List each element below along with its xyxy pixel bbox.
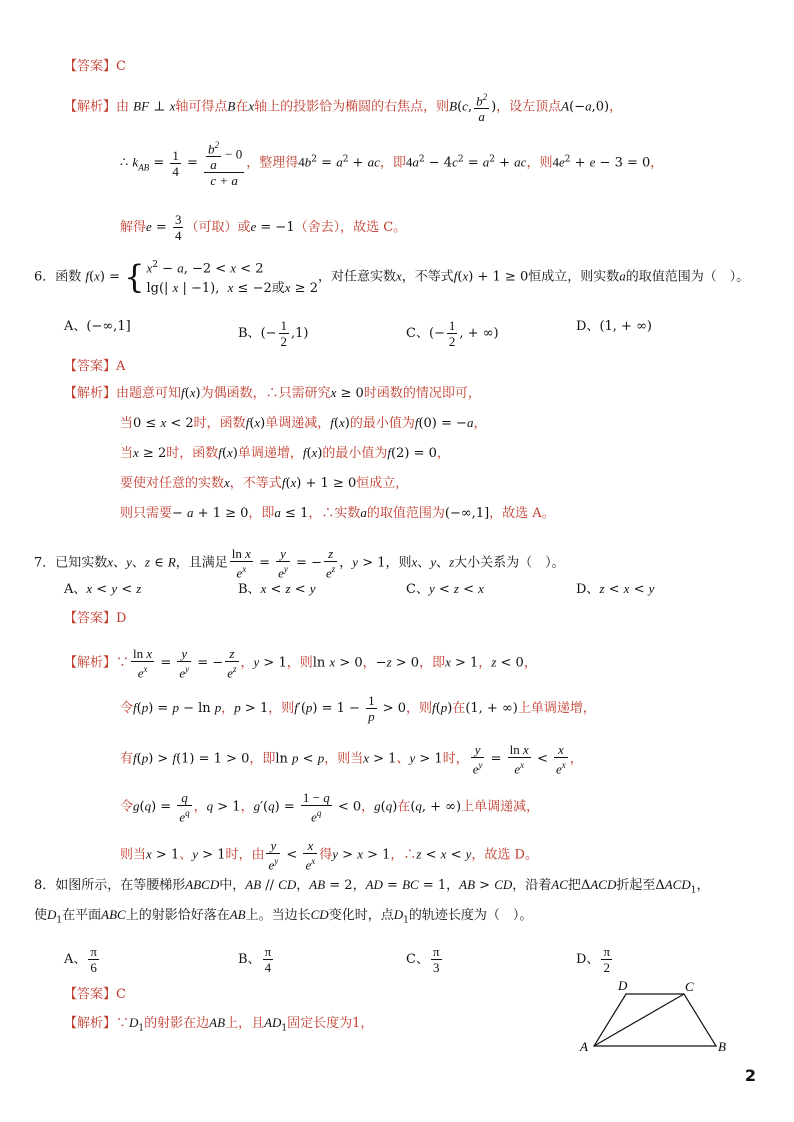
prev-analysis-1: 【解析】由 BF ⊥ x轴可得点B在x轴上的投影恰为椭圆的右焦点，则B(c, $\frac{b^2}{a}$ )，设左顶点A(−a,0)， [64,92,623,125]
q8-answer-line: 【答案】C [64,987,126,1002]
q6-option-b: B、(− $\frac{1}{2}$ ,1) [238,318,309,349]
vertex-label-d: D [618,978,628,993]
q8-option-a: A、 $\frac{\pi}{6}$ [64,944,97,975]
vertex-label-c: C [685,979,694,994]
q6-stem: 6．函数 f(x) = { $x^2 - a$, −2 < x < 2 lg(| x | −1), x ≤ −2或x ≥ 2 ，对任意实数x，不等式f(x) + 1 ≥ 0恒成立，则实数a的取值范围为（ ）。 [34,258,750,297]
q7-stem: 7．已知实数x、y、z ∈ R，且满足 $\frac{\text{ln x}}{e^x}$ = $\frac{y}{e^y}$ = − $\frac{z}{e^z}$ ，y > 1，则x、y、z大小关系为（ ）。 [34,546,565,581]
q7-analysis-1: 【解析】∵ $\frac{\text{ln x}}{e^x}$ = $\frac{y}{e^y}$ = − $\frac{z}{e^z}$ ，y > 1，则ln x > 0，−z > 0，即x > 1，z < 0， [64,646,537,681]
q7-answer-line: 【答案】D [64,611,127,626]
q7-option-d: D、z < x < y [576,581,655,597]
q6-answer-line: 【答案】A [64,359,126,374]
answer-label: 【答案】 [64,59,117,74]
prev-answer: C [116,59,126,74]
trapezoid-figure [572,974,744,1054]
prev-answer-line [64,58,126,76]
trapezoid-abcd [594,994,716,1046]
q6-analysis-4: 要使对任意的实数x，不等式f(x) + 1 ≥ 0恒成立， [120,475,409,491]
q7-analysis-2: 令f(p) = p − ln p，p > 1，则f′(p) = 1 − $\frac{1}{p}$ > 0，则f(p)在(1, + ∞)上单调递增， [120,693,596,724]
q8-option-c: C、 $\frac{\pi}{3}$ [406,944,440,975]
q8-option-d: D、 $\frac{\pi}{2}$ [576,944,611,975]
q7-option-a: A、x < y < z [64,581,142,597]
q6-option-a: A、(−∞,1] [64,319,131,334]
page-number: 2 [744,1066,756,1085]
q8-analysis-1: 【解析】$\because D_1$的射影在边AB上，且$AD_1$固定长度为1， [64,1015,374,1034]
prev-analysis-2: ∴ $k_{AB}$ = $\frac{1}{4}$ = $\frac{b^2}{a}$ − 0 c + a ，整理得$4b^2 = a^2$ + ac，即$4a^2 - 4c^2 = a^2$ + ac，则$4e^2 + e - 3 = 0$， [120,140,664,189]
q7-analysis-5: 则当x > 1、y > 1时，由 $\frac{y}{e^y}$ < $\frac{x}{e^x}$ 得y > x > 1，∴z < x < y，故选 D。 [120,838,538,873]
q6-analysis-3: 当x ≥ 2时，函数f(x)单调递增，f(x)的最小值为f(2) = 0， [120,445,450,461]
prev-analysis-3: 解得e = $\frac{3}{4}$ （可取）或e = −1（舍去），故选 C。 [120,212,407,243]
q7-analysis-3: 有f(p) > f(1) = 1 > 0，即ln p < p，则当x > 1、y > 1时， $\frac{y}{e^y}$ = $\frac{\text{ln x}}{e^x}$ < $\frac{x}{e^x}$ ， [120,742,583,777]
vertex-label-a: A [580,1039,588,1054]
vertex-label-b: B [718,1039,726,1054]
q7-option-b: B、x < z < y [238,581,316,597]
q6-analysis-5: 则只需要− a + 1 ≥ 0，即a ≤ 1，∴实数a的取值范围为(−∞,1]，故选 A。 [120,505,555,521]
q8-option-b: B、 $\frac{\pi}{4}$ [238,944,272,975]
q8-stem-1: 8．如图所示，在等腰梯形ABCD中，AB // CD，AB = 2，AD = BC = 1，AB > CD，沿着AC把ΔACD折起至$\Delta ACD_1$， [34,877,710,896]
q8-answer: C [116,987,126,1002]
q7-analysis-4: 令g(q) = $\frac{q}{e^q}$ ，q > 1，g′(q) = $\frac{1 - q}{e^q}$ < 0，g(q)在(q, + ∞)上单调递减， [120,790,540,825]
q6-analysis-2: 当0 ≤ x < 2时，函数f(x)单调递减，f(x)的最小值为f(0) = −a， [120,415,487,431]
q6-analysis-1: 【解析】由题意可知f(x)为偶函数，∴只需研究x ≥ 0时函数的情况即可， [64,385,481,401]
q7-answer: D [116,611,127,626]
q6-option-c: C、(− $\frac{1}{2}$ , + ∞) [406,318,499,349]
q6-answer: A [116,359,126,374]
q6-option-d: D、(1, + ∞) [576,319,652,334]
q8-stem-2: 使$D_1$在平面ABC上的射影恰好落在AB上。当边长CD变化时，点$D_1$的轨迹长度为（ ）。 [34,907,533,926]
q7-option-c: C、y < z < x [406,581,484,597]
diagonal-ac [594,994,684,1046]
